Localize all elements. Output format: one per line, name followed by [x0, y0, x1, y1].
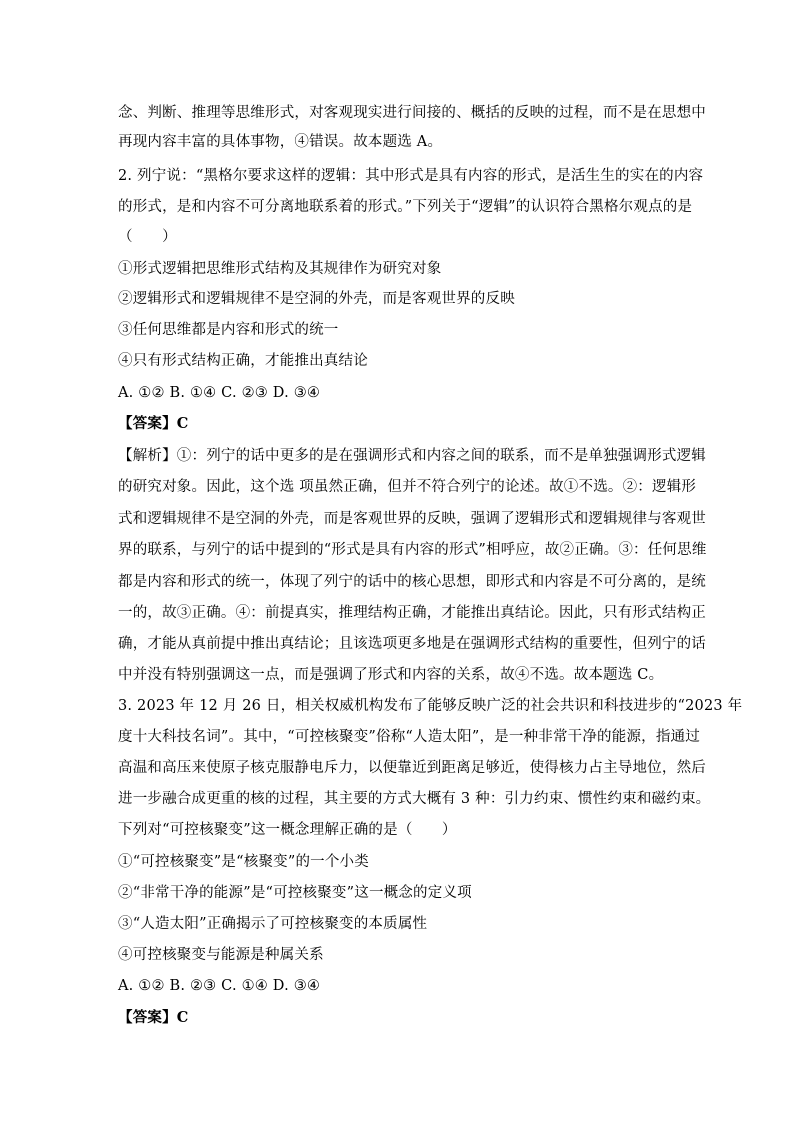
- text-line: 下列对“可控核聚变”这一概念理解正确的是（ ）: [118, 822, 457, 838]
- text-line: 度十大科技名词”。其中，“可控核聚变”俗称“人造太阳”，是一种非常干净的能源，指通过: [118, 729, 700, 745]
- text-line: 确，才能从真前提中推出真结论；且该选项更多地是在强调形式结构的重要性，但列宁的话: [118, 636, 706, 652]
- text-line: 式和逻辑规律不是空洞的外壳，而是客观世界的反映，强调了逻辑形式和逻辑规律与客观世: [118, 511, 706, 527]
- text-line: 再现内容丰富的具体事物，④错误。故本题选 A。: [118, 134, 443, 150]
- text-line: 都是内容和形式的统一，体现了列宁的话中的核心思想，即形式和内容是不可分离的，是统: [118, 574, 706, 590]
- option-line: ②逻辑形式和逻辑规律不是空洞的外壳，而是客观世界的反映: [118, 291, 515, 307]
- option-line: ②“非常干净的能源”是“可控核聚变”这一概念的定义项: [118, 885, 472, 901]
- answer-line: 【答案】C: [118, 415, 189, 432]
- answer-line: 【答案】C: [118, 1009, 189, 1026]
- analysis-line: 【解析】①：列宁的话中更多的是在强调形式和内容之间的联系，而不是单独强调形式逻辑: [118, 448, 706, 464]
- question-3-stem: 3. 2023 年 12 月 26 日，相关权威机构发布了能够反映广泛的社会共识和科技进步的“2023 年: [118, 698, 743, 714]
- text-line: 进一步融合成更重的核的过程，其主要的方式大概有 3 种：引力约束、惯性约束和磁约束。: [118, 791, 711, 807]
- option-line: ③“人造太阳”正确揭示了可控核聚变的本质属性: [118, 916, 428, 932]
- text-line: 的研究对象。因此，这个选 项虽然正确，但并不符合列宁的论述。故①不选。②：逻辑形: [118, 479, 697, 495]
- text-line: 念、判断、推理等思维形式，对客观现实进行间接的、概括的反映的过程，而不是在思想中: [118, 105, 706, 121]
- option-line: ④可控核聚变与能源是种属关系: [118, 947, 324, 963]
- answer-blank: （ ）: [118, 229, 177, 245]
- text-line: 的形式，是和内容不可分离地联系着的形式。”下列关于“逻辑”的认识符合黑格尔观点的是: [118, 199, 693, 215]
- option-line: ①“可控核聚变”是“核聚变”的一个小类: [118, 854, 369, 870]
- text-line: 界的联系，与列宁的话中提到的“形式是具有内容的形式”相呼应，故②正确。③：任何思维: [118, 542, 707, 558]
- option-line: ①形式逻辑把思维形式结构及其规律作为研究对象: [118, 261, 442, 277]
- text-line: 中并没有特别强调这一点，而是强调了形式和内容的关系，故④不选。故本题选 C。: [118, 667, 664, 683]
- option-line: ④只有形式结构正确，才能推出真结论: [118, 353, 368, 369]
- text-line: 一的，故③正确。④：前提真实，推理结构正确，才能推出真结论。因此，只有形式结构正: [118, 605, 706, 621]
- option-line: ③任何思维都是内容和形式的统一: [118, 322, 339, 338]
- text-line: 高温和高压来使原子核克服静电斥力，以便靠近到距离足够近，使得核力占主导地位，然后: [118, 760, 706, 776]
- question-2-stem: 2. 列宁说：“黑格尔要求这样的逻辑：其中形式是具有内容的形式，是活生生的实在的内容: [118, 168, 704, 184]
- choices-line: A. ①② B. ①④ C. ②③ D. ③④: [118, 385, 321, 401]
- choices-line: A. ①② B. ②③ C. ①④ D. ③④: [118, 978, 321, 994]
